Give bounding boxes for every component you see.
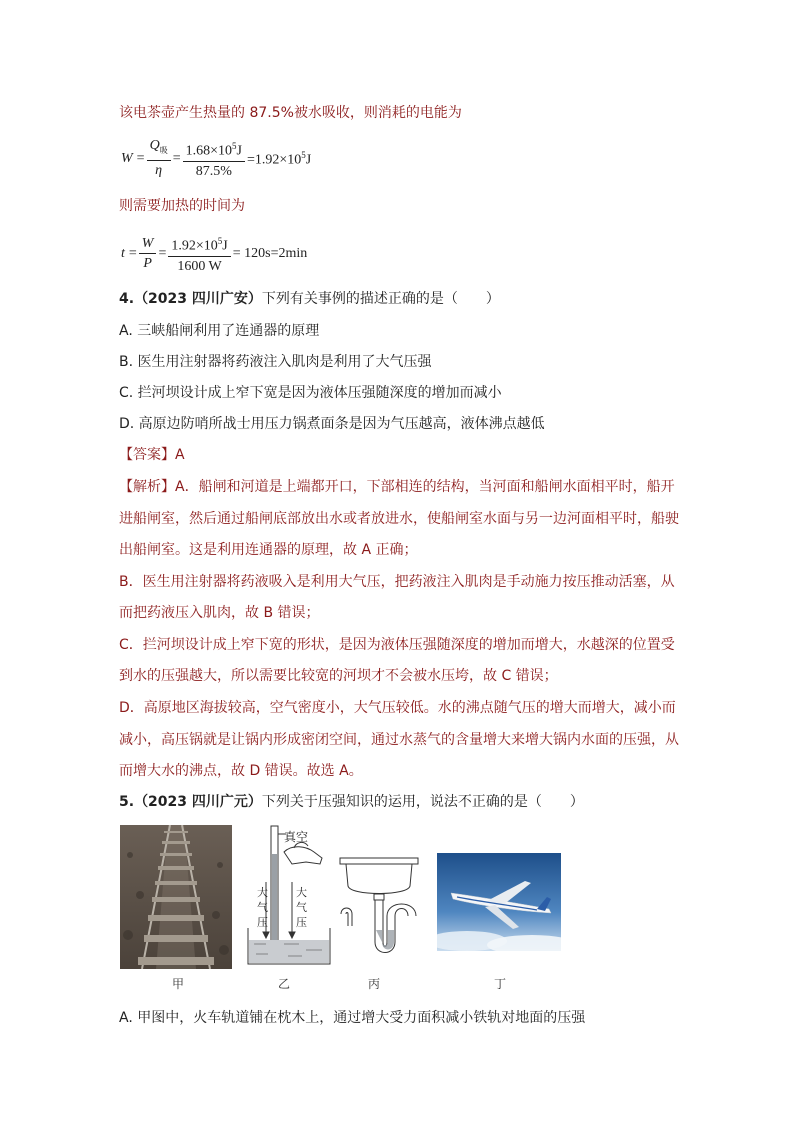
q4-answer-label: 【答案】 [119,447,175,463]
q4-analysis-text: A．船闸和河道是上端都开口，下部相连的结构，当河面和船闸水面相平时，船开 [175,479,675,495]
formula1-result-unit: J [305,152,312,168]
caption-yi: 乙 [278,977,291,991]
formula2-num: 1.92×10 [171,238,218,254]
formula1-num-exp: 5 [232,141,237,151]
q4-number: 4. [119,291,135,307]
atm-left-char: 大 [257,886,268,899]
formula2-w: W [139,236,157,254]
railway-track-photo [120,825,232,969]
q5-source: （2023 四川广元） [134,794,262,810]
intro-text: 该电茶壶产生热量的 [119,105,250,121]
formula1-result-exp: 5 [301,149,306,160]
q4-analysis-label: 【解析】 [119,479,175,495]
q4-analysis-line-6: C．拦河坝设计成上窄下宽的形状，是因为液体压强随深度的增加而增大，水越深的位置受 [119,637,675,653]
vacuum-label: 真空 [284,830,309,844]
q5-header [119,793,584,811]
q4-header [119,290,500,308]
q4-analysis-line-9: 减小，高压锅就是让锅内形成密闭空间，通过水蒸气的含量增大来增大锅内水面的压强，从 [119,732,679,748]
caption-jia: 甲 [172,977,185,991]
q5-number: 5. [119,794,135,810]
intro-line-2: 则需要加热的时间为 [119,198,245,214]
q5-option-a: A. 甲图中，火车轨道铺在枕木上，通过增大受力面积减小铁轨对地面的压强 [119,1010,586,1026]
formula1-frac-q-eta [147,138,171,179]
atm-right-char: 气 [296,901,307,914]
q4-analysis-line-8: D．高原地区海拔较高，空气密度小，大气压较低。水的沸点随气压的增大而增大，减小而 [119,700,676,716]
q4-analysis-line-7: 到水的压强越大，所以需要比较宽的河坝才不会被水压垮，故 C 错误； [119,668,558,684]
caption-ding: 丁 [494,977,507,991]
q4-analysis-line-2: 进船闸室，然后通过船闸底部放出水或者放进水，使船闸室水面与另一边河面相平时，船驶 [119,511,679,527]
atm-label-left [257,885,269,930]
formula2-p: P [143,255,152,271]
atm-left-char: 气 [257,901,268,914]
q4-analysis-line-5: 而把药液压入肌肉，故 B 错误； [119,605,320,621]
q4-source: （2023 四川广安） [134,291,262,307]
formula2-frac-values [168,233,230,275]
q4-analysis-line-1 [119,478,675,496]
formula1-num-unit: J [236,143,242,159]
formula2-num-exp: 5 [217,236,223,246]
formula1-den: 87.5% [195,163,232,179]
atm-right-char: 压 [296,916,307,929]
sink-u-trap-diagram [338,856,420,968]
formula2-lhs: t [121,245,125,261]
atm-right-char: 大 [296,886,307,899]
formula1-num: 1.68×10 [185,143,233,159]
formula2-num-unit: J [222,238,228,254]
q4-option-b: B. 医生用注射器将药液注入肌肉是利用了大气压强 [119,354,432,370]
atm-left-char: 压 [257,916,268,929]
caption-bing: 丙 [368,977,381,991]
intro-percent: 87.5% [249,105,294,121]
formula2-frac-w-p [139,236,157,272]
q4-answer-value: A [175,447,185,463]
intro-line-1 [119,104,462,122]
q4-analysis-line-3: 出船闸室。这是利用连通器的原理，故 A 正确； [119,542,418,558]
q4-analysis-line-4: B．医生用注射器将药液吸入是利用大气压，把药液注入肌肉是手动施力按压推动活塞，从 [119,574,675,590]
q4-stem: 下列有关事例的描述正确的是（ ） [261,291,500,307]
q5-stem: 下列关于压强知识的运用，说法不正确的是（ ） [261,794,584,810]
q4-answer [119,446,185,464]
intro-text-end: 被水吸收，则消耗的电能为 [293,105,462,121]
formula1-lhs: W [121,150,133,166]
q4-option-d: D. 高原边防哨所战士用压力锅煮面条是因为气压越高，液体沸点越低 [119,416,545,432]
q4-option-c: C. 拦河坝设计成上窄下宽是因为液体压强随深度的增加而减小 [119,385,502,401]
atm-label-right [296,885,308,930]
q4-analysis-line-10: 而增大水的沸点，故 D 错误。故选 A。 [119,763,363,779]
q4-option-a: A. 三峡船闸利用了连通器的原理 [119,323,320,339]
formula1-q-sub: 吸 [159,146,168,156]
formula2-den: 1600 W [177,258,222,274]
airplane-photo [437,853,561,951]
formula1-q: Q [149,138,160,154]
formula1-eta: η [155,163,163,179]
formula-time: t = $\frac{W}{P}$ = $\frac{1.92\times 10^5J}{1600 W}$ = 120s=2min [119,233,309,275]
formula2-result: = 120s=2min [232,245,308,261]
formula-energy: W = $\frac{Q_吸}{\eta}$ = $\frac{1.68\times 10^5J}{87.5\%}$ $=1.92\times 10^5J$ [121,138,312,179]
formula1-result: =1.92×10 [246,152,302,168]
formula1-frac-values [183,138,245,180]
